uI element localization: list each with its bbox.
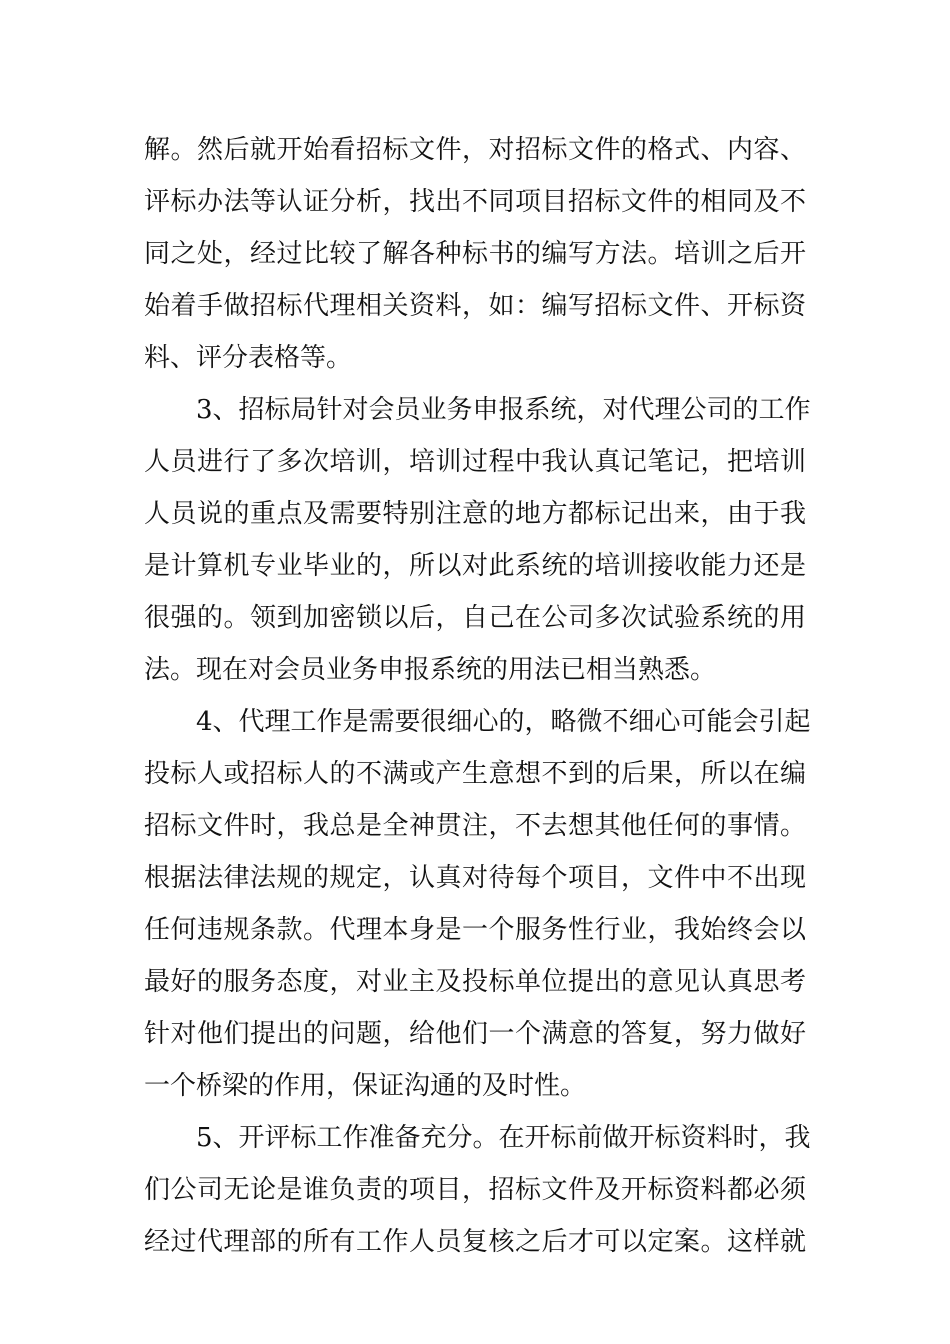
text-line: 人员说的重点及需要特别注意的地方都标记出来，由于我 bbox=[144, 499, 806, 529]
text-line: 经过代理部的所有工作人员复核之后才可以定案。这样就 bbox=[144, 1227, 806, 1257]
paragraph-continuation bbox=[144, 124, 806, 384]
text-line: 很强的。领到加密锁以后，自己在公司多次试验系统的用 bbox=[144, 603, 806, 633]
text-line: 法。现在对会员业务申报系统的用法已相当熟悉。 bbox=[144, 655, 717, 685]
text-line: 始着手做招标代理相关资料，如：编写招标文件、开标资 bbox=[144, 291, 806, 321]
text-line: 针对他们提出的问题，给他们一个满意的答复，努力做好 bbox=[144, 1019, 806, 1049]
text-line: 是计算机专业毕业的，所以对此系统的培训接收能力还是 bbox=[144, 551, 806, 581]
text-line: 们公司无论是谁负责的项目，招标文件及开标资料都必须 bbox=[144, 1175, 806, 1205]
paragraph-item-5 bbox=[144, 1112, 811, 1268]
text-line: 人员进行了多次培训，培训过程中我认真记笔记，把培训 bbox=[144, 447, 806, 477]
text-line: 评标办法等认证分析，找出不同项目招标文件的相同及不 bbox=[144, 187, 806, 217]
text-line: 4、代理工作是需要很细心的，略微不细心可能会引起 bbox=[196, 707, 811, 737]
text-line: 5、开评标工作准备充分。在开标前做开标资料时，我 bbox=[196, 1123, 811, 1153]
text-line: 料、评分表格等。 bbox=[144, 343, 353, 373]
text-line: 最好的服务态度，对业主及投标单位提出的意见认真思考 bbox=[144, 967, 806, 997]
text-line: 3、招标局针对会员业务申报系统，对代理公司的工作 bbox=[196, 395, 811, 425]
document-body bbox=[144, 124, 811, 1268]
text-line: 根据法律法规的规定，认真对待每个项目，文件中不出现 bbox=[144, 863, 806, 893]
paragraph-item-4 bbox=[144, 696, 811, 1112]
text-line: 同之处，经过比较了解各种标书的编写方法。培训之后开 bbox=[144, 239, 806, 269]
paragraph-item-3 bbox=[144, 384, 811, 696]
text-line: 招标文件时，我总是全神贯注，不去想其他任何的事情。 bbox=[144, 811, 806, 841]
text-line: 投标人或招标人的不满或产生意想不到的后果，所以在编 bbox=[144, 759, 806, 789]
text-line: 任何违规条款。代理本身是一个服务性行业，我始终会以 bbox=[144, 915, 806, 945]
text-line: 一个桥梁的作用，保证沟通的及时性。 bbox=[144, 1071, 587, 1101]
text-line: 解。然后就开始看招标文件，对招标文件的格式、内容、 bbox=[144, 135, 806, 165]
